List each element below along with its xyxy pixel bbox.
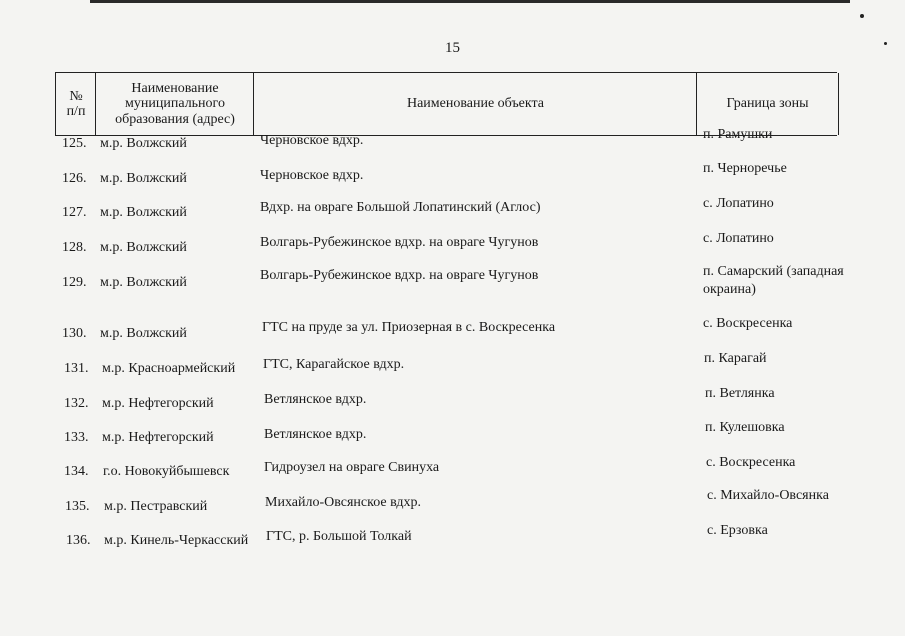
row-number: 125. (62, 136, 87, 151)
row-municipality: м.р. Пестравский (104, 499, 208, 514)
row-municipality: м.р. Волжский (100, 171, 187, 186)
row-boundary: с. Ерзовка (707, 523, 768, 538)
row-number: 135. (65, 499, 90, 514)
row-boundary: п. Кулешовка (705, 420, 785, 435)
row-number: 134. (64, 464, 89, 479)
row-municipality: м.р. Нефтегорский (102, 396, 214, 411)
row-number: 130. (62, 326, 87, 341)
header-col-municipality: Наименование муниципального образования (адрес) (95, 73, 254, 135)
row-object: Ветлянское вдхр. (264, 392, 367, 407)
row-number: 133. (64, 430, 89, 445)
row-number: 129. (62, 275, 87, 290)
row-object: Волгарь-Рубежинское вдхр. на овраге Чугунов (260, 235, 539, 250)
row-number: 131. (64, 361, 89, 376)
row-boundary: с. Воскресенка (703, 316, 793, 331)
row-object: Черновское вдхр. (260, 168, 364, 183)
row-number: 127. (62, 205, 87, 220)
row-object: Волгарь-Рубежинское вдхр. на овраге Чугунов (260, 268, 539, 283)
row-municipality: м.р. Волжский (100, 240, 187, 255)
header-col-num: № п/п (55, 73, 96, 135)
row-object: Вдхр. на овраге Большой Лопатинский (Аглос) (260, 200, 541, 215)
row-boundary: п. Черноречье (703, 161, 787, 176)
row-number: 132. (64, 396, 89, 411)
row-municipality: м.р. Волжский (100, 275, 187, 290)
header-col-object: Наименование объекта (253, 73, 697, 135)
row-municipality: г.о. Новокуйбышевск (103, 464, 230, 479)
row-municipality: м.р. Красноармейский (102, 361, 236, 376)
row-object: Черновское вдхр. (260, 133, 364, 148)
row-boundary: с. Лопатино (703, 231, 774, 246)
row-boundary: п. Ветлянка (705, 386, 775, 401)
page-number: 15 (445, 40, 460, 56)
row-object: Ветлянское вдхр. (264, 427, 367, 442)
row-boundary: с. Лопатино (703, 196, 774, 211)
scan-edge (90, 0, 850, 3)
row-object: Гидроузел на овраге Свинуха (264, 460, 440, 475)
row-municipality: м.р. Волжский (100, 326, 187, 341)
row-number: 136. (66, 533, 91, 548)
row-municipality: м.р. Нефтегорский (102, 430, 214, 445)
header-col-boundary: Граница зоны (696, 73, 839, 135)
row-object: Михайло-Овсянское вдхр. (265, 495, 421, 510)
row-boundary: с. Воскресенка (706, 455, 796, 470)
row-boundary: п. Самарский (западная окраина) (703, 264, 844, 297)
row-object: ГТС, р. Большой Толкай (266, 529, 412, 544)
row-municipality: м.р. Волжский (100, 205, 187, 220)
row-object: ГТС на пруде за ул. Приозерная в с. Воскресенка (262, 320, 556, 335)
row-boundary: с. Михайло-Овсянка (707, 488, 829, 503)
row-number: 128. (62, 240, 87, 255)
row-municipality: м.р. Кинель-Черкасский (104, 533, 249, 548)
row-boundary: п. Карагай (704, 351, 767, 366)
scan-speck (860, 14, 864, 18)
row-municipality: м.р. Волжский (100, 136, 187, 151)
row-object: ГТС, Карагайское вдхр. (263, 357, 405, 372)
row-boundary: п. Рамушки (703, 127, 773, 142)
row-number: 126. (62, 171, 87, 186)
